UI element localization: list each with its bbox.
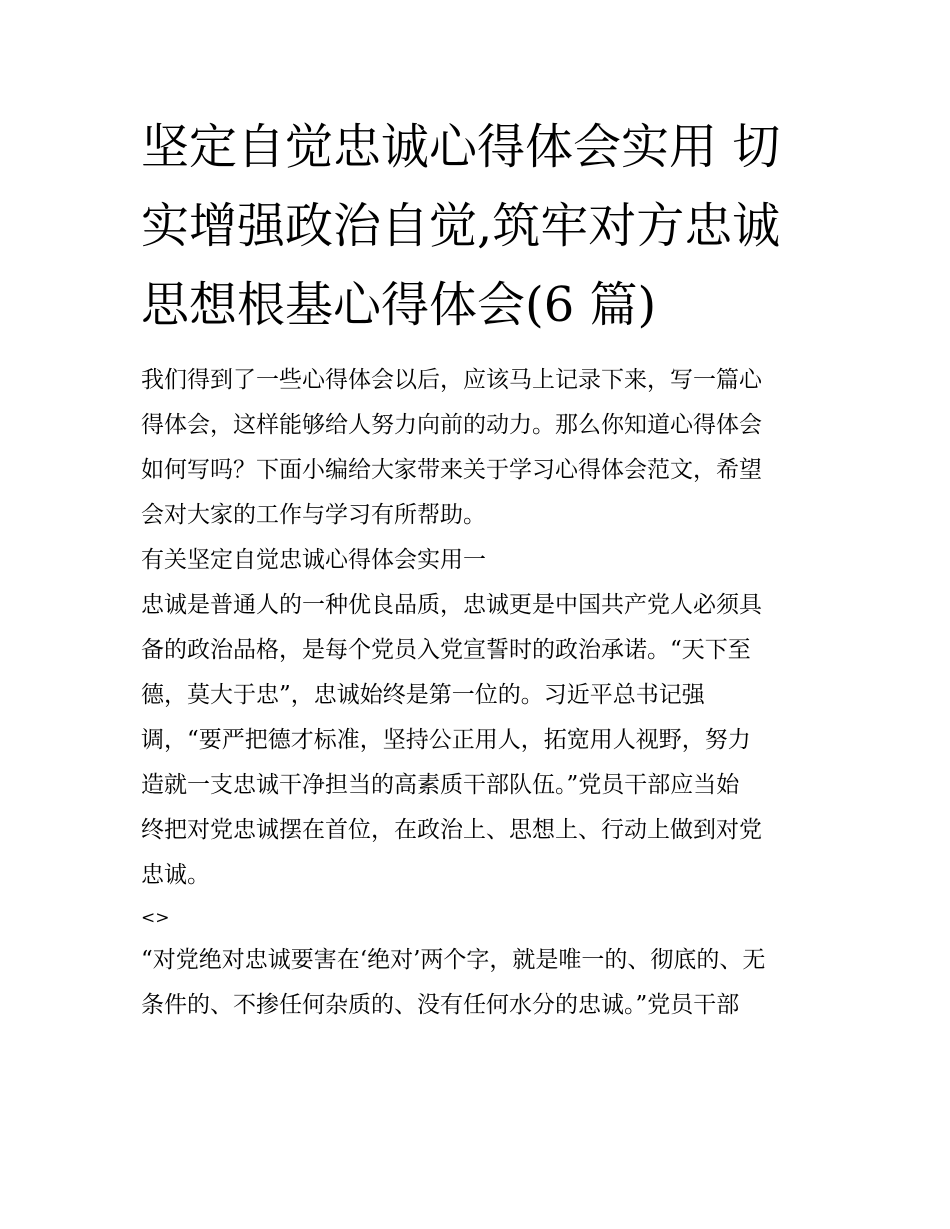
title-line: 思想根基心得体会(6 篇)	[141, 277, 657, 333]
intro-paragraph	[141, 358, 821, 538]
section-line: 德，莫大于忠”，忠诚始终是第一位的。习近平总书记强	[141, 682, 705, 708]
document-body	[141, 358, 821, 1028]
title-line: 实增强政治自觉,筑牢对方忠诚	[141, 198, 781, 254]
section-line: 备的政治品格，是每个党员入党宣誓时的政治承诺。“天下至	[141, 637, 751, 663]
section-line: 调，“要严把德才标准，坚持公正用人，拓宽用人视野，努力	[141, 727, 751, 753]
intro-line: 如何写吗？下面小编给大家带来关于学习心得体会范文，希望	[141, 457, 762, 483]
intro-line: 我们得到了一些心得体会以后，应该马上记录下来，写一篇心	[141, 367, 762, 393]
quote-line: 条件的、不掺任何杂质的、没有任何水分的忠诚。”党员干部	[141, 992, 740, 1018]
quote-line: “对党绝对忠诚要害在‘绝对’两个字，就是唯一的、彻底的、无	[141, 947, 766, 973]
section-line: 忠诚是普通人的一种优良品质，忠诚更是中国共产党人必须具	[141, 592, 762, 618]
quote-paragraph	[141, 938, 821, 1028]
section-line: 忠诚。	[141, 862, 210, 888]
title-line: 坚定自觉忠诚心得体会实用 切	[141, 119, 781, 175]
section-paragraph	[141, 583, 821, 898]
section-heading: 有关坚定自觉忠诚心得体会实用一	[141, 547, 486, 573]
section-line: 终把对党忠诚摆在首位，在政治上、思想上、行动上做到对党	[141, 817, 762, 843]
section-line: 造就一支忠诚干净担当的高素质干部队伍。”党员干部应当始	[141, 772, 740, 798]
intro-line: 得体会，这样能够给人努力向前的动力。那么你知道心得体会	[141, 412, 762, 438]
document-title	[141, 108, 821, 345]
content-marker: <>	[141, 908, 170, 928]
intro-line: 会对大家的工作与学习有所帮助。	[141, 502, 486, 528]
